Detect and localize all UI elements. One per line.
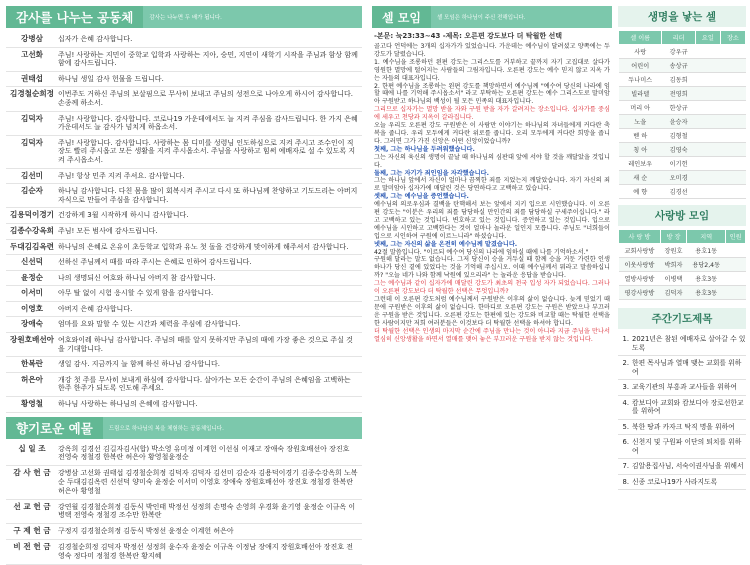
thanks-name: 두대김김옥련: [9, 241, 54, 251]
life-cell-leader: 김형철: [662, 129, 695, 143]
offering-name: 선 교 헌 금: [13, 501, 51, 511]
thanks-text: 나의 생명되신 여호와 하나님 아버지 참 감사합니다.: [58, 273, 216, 282]
sermon-paragraph: 예수님의 의로우심과 결백을 탄핵해서 보는 앞에서 지키 입으로 시인했습니다. 이 오른편 강도는 "이분은 우리의 죄를 담당하실 만인간의 죄를 담당하실 구세주이십니다." 라고 고백하고 있는 것입니다. 변호하고 있는 것입니다. 증언하고 있는 것입니다. 입으로 예수님을 시인하고 고백한다는 것이 얼마나 놀라운 일인지 모릅니다. 주님도 "너희들이 입으로 시인하여 구원에 이르느니라" 하셨습니다.: [374, 201, 610, 240]
sarang-name: 열방사랑방: [619, 272, 661, 286]
thanks-name: 허은아: [20, 374, 43, 384]
sarang-area: 용호1동: [687, 244, 726, 258]
sarang-header: 사 랑 방: [619, 230, 661, 244]
life-cell-header: 장소: [720, 31, 745, 45]
life-cell-day: [695, 101, 720, 115]
sermon-paragraph: 그는 자신의 육신의 생명이 끝날 때 하나님의 심판대 앞에 서야 할 것을 깨달았을 것입니다.: [374, 153, 610, 169]
thanks-list: [6, 32, 362, 413]
prayer-text: 북한 땅과 카자크 탁직 명을 위하여: [632, 422, 735, 431]
offering-banner: [6, 417, 362, 439]
offering-name: 십 일 조: [18, 443, 46, 453]
life-cell-row: [619, 59, 746, 73]
life-cell-header: 셀 이름: [619, 31, 662, 45]
thanks-row: [6, 72, 362, 88]
sarang-leader: 박희자: [660, 258, 686, 272]
thanks-name: 이영호: [20, 303, 43, 313]
sarang-leader: 장원호: [660, 244, 686, 258]
prayer-item: [618, 459, 746, 475]
life-cell-row: [619, 73, 746, 87]
prayer-text: 캄보디아 교회와 캄보디아 장로선한교를 위하여: [632, 398, 744, 415]
thanks-text: 엄마를 요와 말할 수 있는 시간과 체력을 주심에 감사합니다.: [58, 320, 241, 329]
sarang-header: 지역: [687, 230, 726, 244]
prayer-text: 신천지 및 구원파 이단의 퇴치를 위하여: [632, 438, 742, 455]
thanks-subtitle: 감사는 나누면 두 배가 됩니다.: [149, 15, 222, 21]
sarang-count: [726, 272, 746, 286]
sermon-body: [372, 43, 612, 343]
left-column: [6, 6, 362, 560]
life-cell-name: 사랑: [619, 45, 662, 59]
life-cell-day: [695, 59, 720, 73]
prayer-title: 주간기도제목: [618, 308, 746, 329]
life-cell-name: 머리 아: [619, 101, 662, 115]
sarang-title: 사랑방 모임: [618, 205, 746, 226]
life-cell-day: [695, 157, 720, 171]
prayer-item: [618, 435, 746, 459]
sarang-header: 인원: [726, 230, 746, 244]
sarang-area: 용호3동: [687, 272, 726, 286]
thanks-name: 장애숙: [20, 319, 43, 329]
thanks-row: [6, 317, 362, 333]
prayer-text: 김알용집사님, 서숙이권사님을 위해서: [632, 462, 744, 470]
sarang-name: 이웃사랑방: [619, 258, 661, 272]
sarang-row: [619, 286, 746, 300]
life-cell-row: [619, 129, 746, 143]
life-cell-leader: 전영희: [662, 87, 695, 101]
life-cell-table: [618, 30, 746, 199]
thanks-row: [6, 32, 362, 48]
sermon-paragraph: 그런데 이 오른편 강도처럼 예수님께서 구원받은 이후의 삶이 없습니다. 늦게 믿었기 때문에 구원받은 이후의 삶이 없습니다. 한마디로 오른편 강도는 구원은 받았으나 부끄러운 구원을 받은 것입니다. 오른편 강도는 한편에 있는 강도와 비교할 때는 탁월한 선택을 한 사람이지만 저희 여러분들은 이것보다 더 탁월한 선택을 하셔야 합니다.: [374, 296, 610, 327]
prayer-text: 한편 목사님과 열매 맺는 교회를 위하여: [632, 359, 742, 376]
life-cell-leader: 이기헌: [662, 157, 695, 171]
life-cell-place: [720, 185, 745, 199]
sermon-paragraph: 그리므로 십자가는 멸망 받을 자와 구원 받을 자가 갈려지는 장소입니다. 십자가를 중심에 세우고 천당과 지옥이 갈라집니다.: [374, 106, 610, 122]
life-cell-day: [695, 45, 720, 59]
thanks-row: [6, 169, 362, 185]
sermon-paragraph: 구원해 달라는 말도 없습니다. 그저 당신이 승을 거두실 때 함께 승을 거둔 가련한 인생 하나가 당신 곁에 있었다는 것을 기억해 주십시오. 이때 예수님께서 뭐라고 말씀하십니까? "오늘 네가 나와 함께 낙원에 있으리라" 는 놀라운 응답을 받습니다.: [374, 256, 610, 280]
offering-row: [6, 442, 362, 467]
right-column: [618, 6, 746, 526]
sermon-paragraph: 그는 하나님 앞에서 자신이 얼마나 끔찍한 죄를 지었는지 깨달았습니다. 자기 자신의 죄로 말미암아 십자가에 매달린 것은 당연하다고 고백하고 있습니다.: [374, 177, 610, 193]
sermon-paragraph: 골고다 언덕에는 3개의 십자가가 있었습니다. 가운데는 예수님이 달려셨고 양쪽에는 두 강도가 달렸습니다.: [374, 43, 610, 58]
thanks-text: 이번주도 거하신 주님의 보살핌으로 무사히 보내고 주님의 성전으로 나아오게 하시어 감사합니다. 손종께 하소서.: [58, 90, 353, 107]
sermon-heading: -본문: 눅23:33~43 -제목: 오른편 강도보다 더 탁월한 선택: [374, 32, 563, 40]
life-cell-name: 레인보우: [619, 157, 662, 171]
sermon-paragraph: 둘째, 그는 자기가 죄인임을 자각했습니다.: [374, 169, 489, 177]
life-cell-leader: 김경선: [662, 185, 695, 199]
thanks-row: [6, 255, 362, 271]
life-cell-header: 리더: [662, 31, 695, 45]
thanks-name: 김종수강옥희: [9, 225, 54, 235]
prayer-number: 7.: [622, 462, 629, 470]
sarang-name: 교회사랑방: [619, 244, 661, 258]
thanks-name: 이서미: [20, 288, 43, 298]
prayer-number: 3.: [622, 383, 629, 391]
prayer-number: 6.: [622, 438, 629, 446]
thanks-text: 건강하게 3월 시작하게 하시니 감사합니다.: [58, 211, 189, 220]
cell-title: 셀 모임: [372, 6, 431, 28]
life-cell-row: [619, 157, 746, 171]
thanks-text: 주님! 항상 민주 지켜 주셔요. 감사합니다.: [58, 171, 185, 180]
thanks-row: [6, 373, 362, 397]
offering-text: 구정지 김경철순희정 김동식 박정선 윤정순 이계헌 허은아: [58, 527, 234, 536]
life-cell-place: [720, 59, 745, 73]
sarang-leader: 이병택: [660, 272, 686, 286]
thanks-row: [6, 271, 362, 287]
thanks-text: 주님! 사랑하는 지민이 중학교 입학과 사랑하는 지아, 승민, 지연이 새학기 시작을 주님과 함상 함께 함에 감사드립니다.: [58, 50, 358, 68]
cell-subtitle: 셀 모임은 하나님이 주신 전해입니다.: [436, 15, 526, 21]
offering-name: 구 제 헌 금: [13, 526, 51, 536]
prayer-text: 교육기관의 부흥과 교사들을 위하여: [632, 383, 737, 391]
life-cell-place: [720, 171, 745, 185]
life-cell-name: 칭 아: [619, 143, 662, 157]
offering-text: 강병삼 고선화 권태섭 김경철순희정 김덕자 김덕자 김선미 김순자 김용덕이경기 김종수강옥희 노복순 두대김김옥련 신선덕 양미숙 윤정순 이서미 이영호 장애숙 장원호배선아 장진호 정철경 한복란 허은아 황영철: [58, 469, 358, 495]
prayer-text: 신종 코로나19가 사라지도록: [632, 477, 718, 486]
thanks-name: 윤정순: [20, 272, 43, 282]
prayer-number: 4.: [622, 398, 629, 407]
life-cell-place: [720, 157, 745, 171]
life-cell-name: 예 향: [619, 185, 662, 199]
thanks-text: 십자가 은혜 감사합니다.: [58, 35, 133, 43]
sarang-row: [619, 258, 746, 272]
life-cell-place: [720, 129, 745, 143]
thanks-name: 김순자: [20, 186, 43, 196]
thanks-row: [6, 333, 362, 357]
prayer-number: 5.: [622, 422, 629, 431]
life-cell-row: [619, 143, 746, 157]
thanks-name: 한복란: [20, 359, 43, 369]
sermon-paragraph: 첫째, 그는 하나님을 두려워했습니다.: [374, 145, 475, 153]
offering-title: 향기로운 예물: [6, 417, 103, 439]
life-cell-name: 어린이: [619, 59, 662, 73]
prayer-number: 1.: [622, 335, 629, 343]
offering-subtitle: 드림으로 하나님의 복을 체험하는 공동체입니다.: [108, 425, 224, 432]
life-cell-row: [619, 87, 746, 101]
cell-banner: [372, 6, 612, 28]
prayer-text: 2021년은 참된 예배자로 살아갈 수 있도록: [632, 335, 746, 352]
sermon-paragraph: 그는 예수님과 같이 십자가에 매달린 강도가 최초의 천국 입성 자가 되었습니다. 그러나 이 오른편 강도보다 더 탁월한 선택은 무엇입니까?: [374, 280, 610, 296]
life-cell-name: 새 순: [619, 171, 662, 185]
sarang-name: 평강사랑방: [619, 286, 661, 300]
life-cell-title: 생명을 낳는 셀: [618, 6, 746, 27]
sarang-leader: 김덕자: [660, 286, 686, 300]
life-cell-place: [720, 143, 745, 157]
sarang-area: 용호3동: [687, 286, 726, 300]
life-cell-row: [619, 45, 746, 59]
thanks-row: [6, 397, 362, 413]
life-cell-place: [720, 115, 745, 129]
life-cell-day: [695, 129, 720, 143]
life-cell-leader: 송상규: [662, 59, 695, 73]
sermon-paragraph: 더 탁월한 선택은 인생의 마지막 순간에 주님을 만나는 것이 아니라 지금 주님을 만나서 열심히 신앙생활을 하면서 열매를 맺어 놓은 부끄러운 구원을 받지 않는 것입니다.: [374, 327, 610, 343]
thanks-name: 김선미: [20, 170, 43, 180]
thanks-name: 김경철순희정: [9, 89, 54, 99]
offering-list: [6, 442, 362, 565]
offering-text: 강연월 김경철순희정 김동식 박인태 박정선 성정희 손명숙 손영희 우경화 윤기영 윤정순 이규옥 이병택 전영숙 정철경 조수만 한복란: [58, 502, 356, 520]
life-cell-row: [619, 171, 746, 185]
thanks-name: 신선덕: [20, 257, 43, 267]
thanks-name: 김덕자: [20, 113, 43, 123]
thanks-text: 주님! 사랑합니다. 감사합니다. 사랑하는 몸 디미를 성령님 인도하심으로 지켜 주시고 조수인이 직장도 빨리 주시옵고 모든 생활을 지켜 주시옵소서. 주님을 사랑하고 힘써 예배자로 설 수 있도록 지켜 주시옵소서.: [58, 138, 356, 164]
thanks-banner: [6, 6, 362, 28]
life-cell-place: [720, 101, 745, 115]
thanks-row: [6, 286, 362, 302]
offering-text: 강옥희 김경선 김길자김사(합) 박소영 유미정 이계헌 이선심 이재고 장애숙 장원호배선아 장진호 전영숙 정철경 한복란 허은아 황영철윤정순: [58, 444, 350, 462]
thanks-name: 황영철: [20, 399, 43, 409]
prayer-item: [618, 420, 746, 436]
life-cell-day: [695, 87, 720, 101]
life-cell-place: [720, 73, 745, 87]
sarang-row: [619, 244, 746, 258]
life-cell-name: 노을: [619, 115, 662, 129]
life-cell-header: 요일: [695, 31, 720, 45]
offering-row: [6, 540, 362, 565]
thanks-row: [6, 357, 362, 373]
life-cell-leader: 윤승자: [662, 115, 695, 129]
thanks-text: 생일 감사. 지금까지 늘 함께 하신 하나님 감사합니다.: [58, 360, 221, 369]
sarang-count: [726, 258, 746, 272]
thanks-text: 여호와이레 하나님 감사합니다. 주님의 때를 알지 못하지만 주님의 때에 가장 좋은 것으로 주실 것을 기대합니다.: [58, 336, 353, 353]
prayer-item: [618, 356, 746, 380]
offering-row: [6, 524, 362, 540]
life-cell-leader: 강우규: [662, 45, 695, 59]
life-cell-day: [695, 185, 720, 199]
sermon-paragraph: 셋째, 그는 예수님을 증언했습니다.: [374, 193, 469, 201]
prayer-item: [618, 396, 746, 420]
sarang-area: 용당2,4동: [687, 258, 726, 272]
life-cell-row: [619, 185, 746, 199]
thanks-row: [6, 240, 362, 256]
life-cell-leader: 김영숙: [662, 143, 695, 157]
thanks-text: 아무 탈 없이 시험 응시할 수 있게 함을 감사합니다.: [58, 289, 214, 298]
thanks-text: 하나님 생일 감사 헌물을 드립니다.: [58, 74, 164, 83]
sermon-paragraph: 1. 예수님을 조롱하던 왼편 강도는 그리스도를 거부하고 끝까지 자기 고집대로 살다가 영원한 멸망에 떨어지는 사람들의 그림자입니다. 오른편 강도는 예수 믿지 않고 지옥 가는 자들의 대표자입니다.: [374, 58, 610, 82]
life-cell-name: 빌라델: [619, 87, 662, 101]
sermon-paragraph: 오늘 우리도 오른편 강도 구원받은 이 사람만 이야기는 하나님의 자녀들에게 커다란 축복을 줍니다. 우리 모두에게 커다란 위로를 줍니다. 오리 모두에게 커다란 희망을 줍니다. 그러면 그가 가진 신앙은 어떤 신앙이었습니까?: [374, 122, 610, 145]
thanks-row: [6, 87, 362, 111]
life-cell-leader: 한상규: [662, 101, 695, 115]
sarang-row: [619, 272, 746, 286]
life-cell-row: [619, 101, 746, 115]
thanks-text: 주님! 모든 범사에 감사드립니다.: [58, 226, 158, 235]
thanks-text: 하나님 사랑하는 하나님의 은혜에 감사합니다.: [58, 400, 198, 409]
offering-row: [6, 466, 362, 499]
life-cell-row: [619, 115, 746, 129]
sermon-paragraph: 42절 말씀입니다. "이르되 예수여 당신의 나라에 임하실 때에 나를 기억하소서.": [374, 248, 589, 256]
middle-column: [372, 6, 612, 526]
prayer-list: [618, 332, 746, 490]
thanks-text: 아버지 은혜 감사합니다.: [58, 304, 133, 313]
thanks-text: 주님! 사랑합니다. 감사합니다. 코로나19 가운데에서도 늘 지켜 주심을 감사드립니다. 한 가지 은혜 가운데서도 늘 감사가 넘치게 하옵소서.: [58, 114, 358, 132]
life-cell-day: [695, 73, 720, 87]
prayer-item: [618, 475, 746, 491]
life-cell-name: 두나미스: [619, 73, 662, 87]
thanks-text: 하나님 감사합니다. 다친 몸을 많이 회복시켜 주시고 다시 또 하나님께 찬양하고 기도드리는 아버지 자식으로 만들어 주심을 감사합니다.: [58, 187, 358, 204]
thanks-name: 김용덕이경기: [9, 210, 54, 220]
sermon-paragraph: 2. 한편 예수님을 조롱하는 왼편 강도를 책망하면서 예수님께 "예수여 당신의 나라에 임할 때에 나를 기억해 주시옵소서" 라고 부탁하는 오른편 강도는 예수 그리스도로 말미암아 구원받고 하나님의 백성이 될 모든 민족의 대표자입니다.: [374, 82, 610, 106]
prayer-number: 8.: [622, 477, 629, 486]
sarang-count: [726, 286, 746, 300]
thanks-row: [6, 302, 362, 318]
life-cell-day: [695, 143, 720, 157]
offering-text: 김경철순희정 김덕자 박정선 성정희 윤수자 윤정순 이규옥 이정남 장애지 장원호배선아 장진호 전영숙 정다미 정철경 한복란 황지혜: [58, 543, 353, 560]
thanks-name: 권태섭: [20, 73, 43, 83]
sarang-header: 방 장: [660, 230, 686, 244]
thanks-text: 하나님의 은혜로 온유이 초등학교 입학과 유노 첫 돌을 건강하게 맞이하게 해주셔서 감사합니다.: [58, 242, 349, 251]
thanks-row: [6, 208, 362, 224]
life-cell-day: [695, 171, 720, 185]
offering-name: 감 사 헌 금: [13, 468, 51, 478]
thanks-row: [6, 224, 362, 240]
thanks-name: 고선화: [20, 49, 43, 59]
thanks-text: 선하신 주님께서 때를 따라 주시는 은혜로 인하여 감사드립니다.: [58, 258, 252, 267]
life-cell-day: [695, 115, 720, 129]
thanks-row: [6, 136, 362, 169]
sarang-table: [618, 229, 746, 300]
thanks-row: [6, 48, 362, 72]
thanks-row: [6, 184, 362, 208]
sermon-paragraph: 넷째, 그는 자신의 삶을 온전히 예수님께 맡겼습니다.: [374, 240, 518, 248]
thanks-row: [6, 112, 362, 136]
prayer-item: [618, 332, 746, 356]
thanks-name: 장원호배선아: [9, 335, 54, 345]
life-cell-place: [720, 87, 745, 101]
thanks-name: 김덕자: [20, 137, 43, 147]
offering-row: [6, 500, 362, 525]
life-cell-leader: 김동희: [662, 73, 695, 87]
thanks-name: 강병삼: [20, 34, 43, 43]
offering-name: 비 전 헌 금: [13, 542, 51, 551]
thanks-text: 개강 첫 주를 무사히 보내게 하심에 감사합니다. 살아가는 모든 순간이 주님의 은혜임을 고백하는 한주 한주가 되도록 인도해 주세요.: [58, 375, 351, 393]
prayer-item: [618, 380, 746, 396]
life-cell-place: [720, 45, 745, 59]
thanks-title: 감사를 나누는 공동체: [6, 6, 143, 28]
prayer-number: 2.: [622, 359, 629, 367]
life-cell-name: 벧 하: [619, 129, 662, 143]
sarang-count: [726, 244, 746, 258]
life-cell-leader: 오미경: [662, 171, 695, 185]
